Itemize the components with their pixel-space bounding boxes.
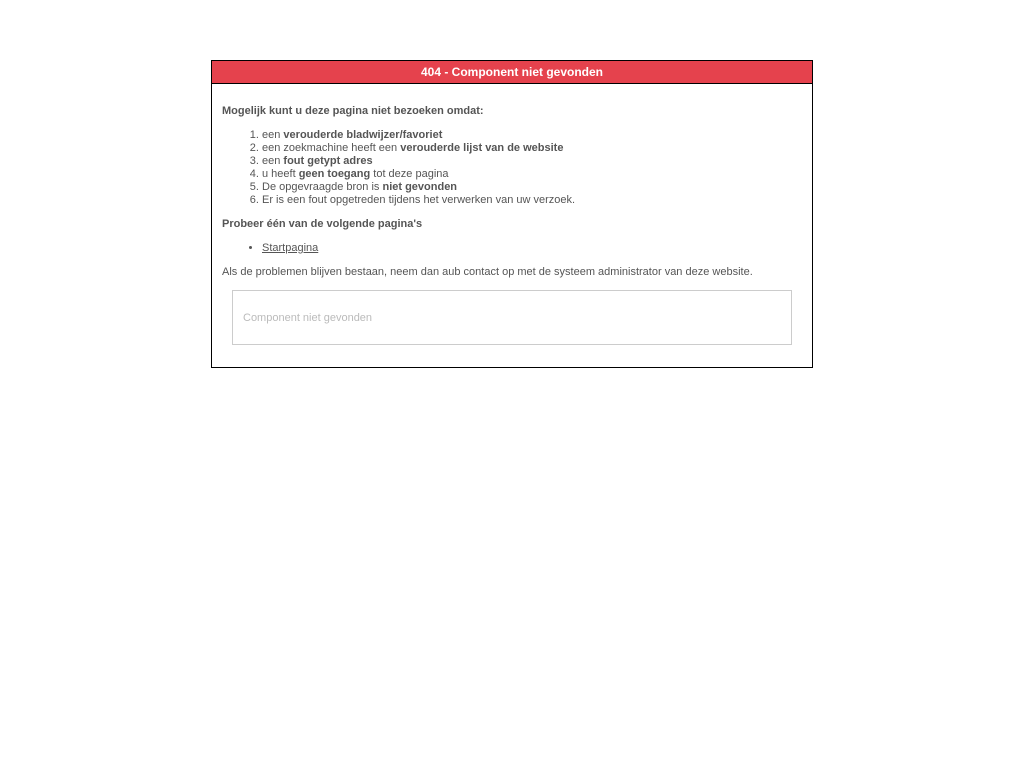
reason-item: 3. een fout getypt adres bbox=[262, 155, 802, 168]
reason-item: 2. een zoekmachine heeft een verouderde lijst van de website bbox=[262, 142, 802, 155]
startpagina-link[interactable]: Startpagina bbox=[262, 242, 319, 254]
reason-item: 6. Er is een fout opgetreden tijdens het verwerken van uw verzoek. bbox=[262, 194, 802, 207]
error-content bbox=[212, 84, 812, 365]
try-pages-title: Probeer één van de volgende pagina's bbox=[222, 218, 423, 230]
list-item bbox=[262, 242, 802, 255]
reason-item: 1. een verouderde bladwijzer/favoriet bbox=[262, 129, 802, 142]
reason-item: 4. u heeft geen toegang tot deze pagina bbox=[262, 168, 802, 181]
intro-text: Mogelijk kunt u deze pagina niet bezoeken omdat: bbox=[222, 105, 484, 117]
contact-admin-text: Als de problemen blijven bestaan, neem dan aub contact op met de systeem administrator van deze website. bbox=[222, 266, 753, 278]
error-message-box: Component niet gevonden bbox=[232, 290, 792, 345]
reason-item: 5. De opgevraagde bron is niet gevonden bbox=[262, 181, 802, 194]
reasons-list bbox=[222, 129, 802, 207]
error-frame bbox=[211, 60, 813, 368]
suggested-pages-list bbox=[222, 242, 802, 255]
error-header: 404 - Component niet gevonden bbox=[212, 61, 812, 84]
